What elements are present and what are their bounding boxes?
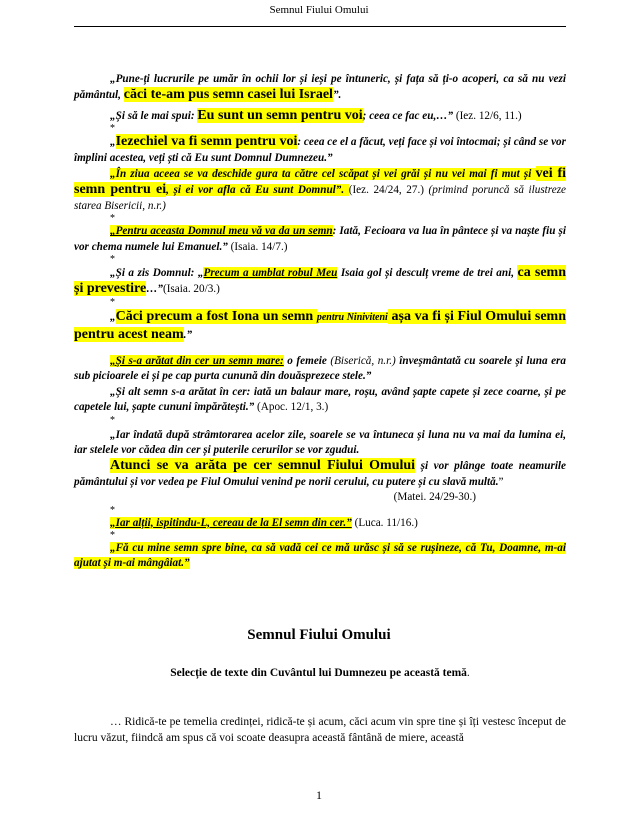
editor-note: (Biserică, n.r.) (330, 354, 396, 367)
quote-paragraph (74, 516, 566, 531)
highlight: „Fă cu mine semn spre bine, ca să vadă cei ce mă urăsc și să se rușineze, că Tu, Doamne, m-ai ajutat și m-ai mângâiat.” (74, 541, 566, 570)
highlight: Precum a umblat robul Meu (203, 267, 338, 280)
quote-paragraph: „Și alt semn s-a arătat în cer: iată un balaur mare, roșu, având șapte capete și zece coarne, și pe capetele lui, șapte cununi împărătești.” (Apoc. 12/1, 3.) (74, 385, 566, 414)
section-title: Semnul Fiului Omului (247, 627, 391, 643)
highlight: Căci precum a fost Iona un semn (115, 308, 317, 324)
highlight: Eu sunt un semn pentru voi (197, 107, 363, 123)
highlight: „În ziua aceea se va deschide gura ta către cel scăpat și vei grăi și nu vei mai fi mut și (110, 168, 536, 181)
reference: (Isaia. 20/3.) (162, 283, 220, 296)
reference: (Isaia. 14/7.) (230, 240, 288, 253)
quote-paragraph: Atunci se va arăta pe cer semnul Fiului Omului și vor plânge toate neamurile pământului și vor vedea pe Fiul Omului venind pe norii cerului, cu putere și cu slavă multă.” (74, 458, 567, 488)
separator-star: * (110, 529, 115, 541)
quotes-section (74, 72, 566, 572)
highlight: , și ei vor afla că Eu sunt Domnul”. (166, 184, 349, 197)
highlight: căci te-am pus semn casei lui Israel (123, 87, 333, 103)
highlight: Iezechiel va fi semn pentru voi (115, 134, 298, 150)
quote-paragraph: „Pentru aceasta Domnul meu vă va da un semn: Iată, Fecioara va lua în pântece și va naște fiu și vor chema numele lui Emanuel.” (Isaia. 14/7.) (74, 225, 566, 253)
reference: (Iez. 12/6, 11.) (455, 109, 522, 122)
reference: (Apoc. 12/1, 3.) (257, 401, 329, 414)
page-number: 1 (316, 788, 322, 802)
separator-star: * (110, 504, 115, 516)
separator-star: * (110, 414, 115, 426)
reference: (Matei. 24/29-30.) (393, 491, 476, 504)
highlight: vei fi semn pentru ei (74, 166, 566, 198)
highlight: ca semn și prevestire (74, 265, 566, 297)
quote-paragraph: „Căci precum a fost Iona un semn pentru Niniviteni așa va fi și Fiul Omului semn pentru acest neam.” (74, 308, 566, 342)
separator-star: * (110, 213, 115, 225)
highlight: „Pentru aceasta Domnul meu vă va da un semn (110, 225, 333, 238)
header-rule (74, 26, 566, 27)
separator-star: * (110, 296, 115, 308)
reference: (Luca. 11/16.) (351, 516, 418, 529)
reference: (Iez. 24/24, 27.) (348, 184, 424, 197)
page-header: Semnul Fiului Omului (269, 4, 369, 16)
body-paragraph: … Ridică-te pe temelia credinței, ridică-te și acum, căci acum vin spre tine și îți vestesc început de lucru văzut, fiindcă am spus că voi scoate deasupra această fântână de miere, această (74, 716, 566, 744)
quote-paragraph: „Și să le mai spui: Eu sunt un semn pentru voi; ceea ce fac eu,…” (Iez. 12/6, 11.) (110, 107, 522, 123)
highlight: Atunci se va arăta pe cer semnul Fiului Omului (110, 458, 416, 474)
quote-paragraph: „Și a zis Domnul: „Precum a umblat robul Meu Isaia gol și desculț vreme de trei ani, ca semn și prevestire…”(Isaia. 20/3.) (74, 265, 566, 297)
separator-star: * (110, 123, 115, 135)
highlight: „Iar alții, ispitindu-L, cereau de la El semn din cer.” (110, 516, 352, 529)
quote-paragraph (74, 166, 566, 214)
quote-paragraph: „Și s-a arătat din cer un semn mare: o femeie (Biserică, n.r.) înveșmântată cu soarele și luna era sub picioarele ei și pe cap purta cunună din douăsprezece stele.” (74, 354, 567, 383)
editor-note: (primind poruncă să ilustreze starea Bisericii, n.r.) (74, 184, 567, 212)
separator-star: * (110, 254, 115, 266)
highlight: „Și s-a arătat din cer un semn mare: (110, 354, 284, 367)
highlight: așa va fi și Fiul Omului semn pentru acest neam (74, 308, 566, 342)
highlight: pentru Niniviteni (316, 311, 388, 323)
quote-paragraph: „Pune-ți lucrurile pe umăr în ochii lor și ieși pe întuneric, și fața să ți-o acoperi, ca să nu vezi pământul, căci te-am pus semn casei lui Israel”. (74, 73, 566, 103)
quote-paragraph: „Iar îndată după strâmtorarea acelor zile, soarele se va întuneca și luna nu va mai da lumina ei, iar stelele vor cădea din cer și puterile cerurilor se vor zgudui. (74, 428, 566, 456)
section-subtitle: Selecție de texte din Cuvântul lui Dumnezeu pe această temă. (170, 667, 470, 679)
quote-paragraph: „Iezechiel va fi semn pentru voi: ceea ce el a făcut, veți face și voi întocmai; și când se vor împlini acestea, veți ști că Eu sunt Domnul Dumnezeu.” (74, 134, 566, 164)
quote-paragraph (74, 541, 566, 572)
